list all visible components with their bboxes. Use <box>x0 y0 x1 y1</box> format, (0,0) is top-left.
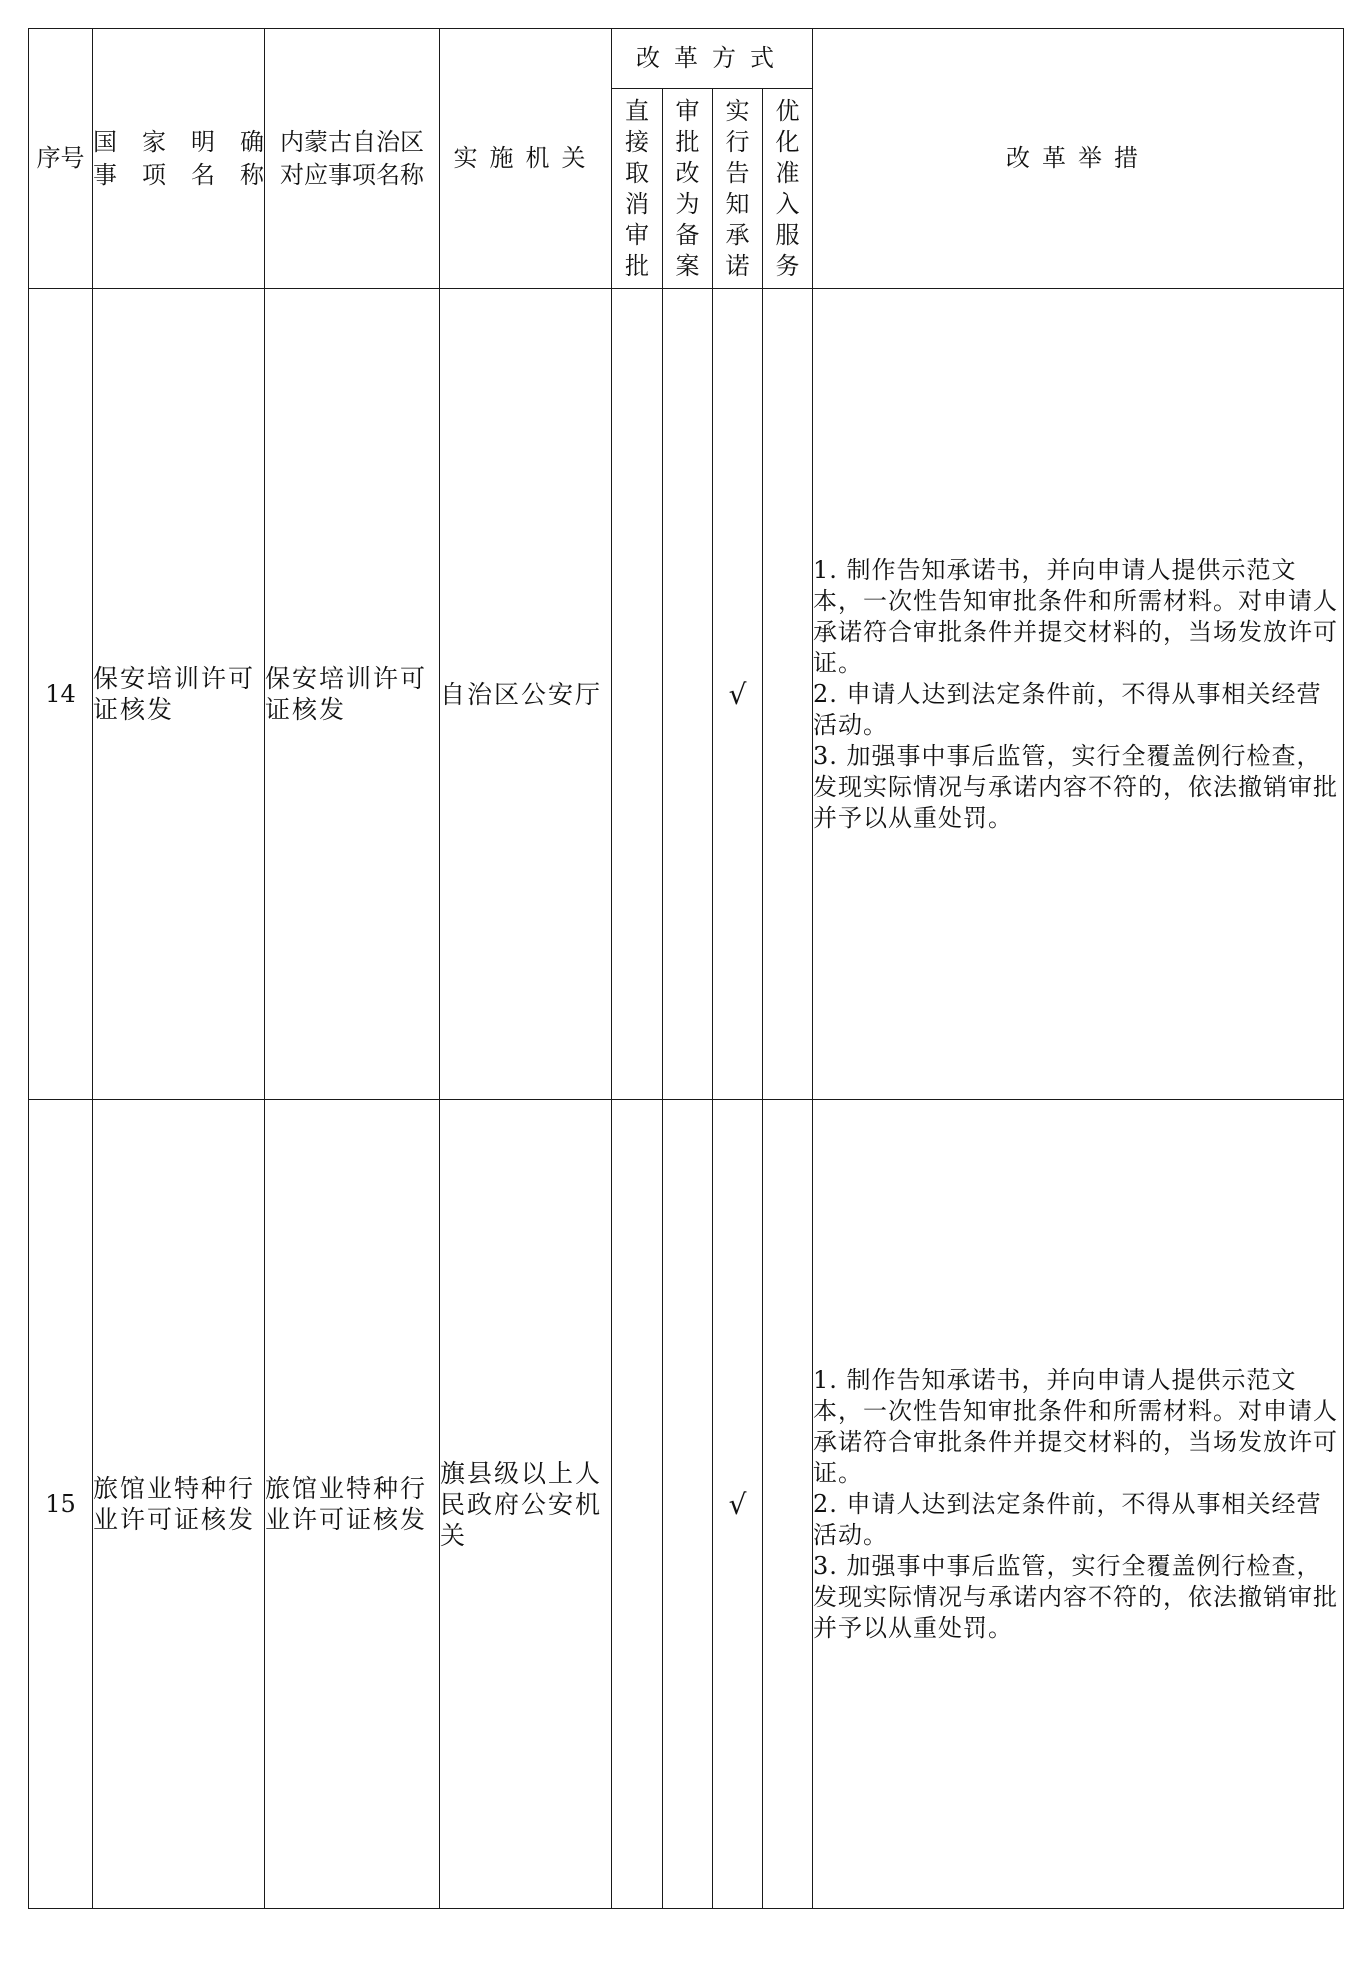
row-national-item: 旅馆业特种行业许可证核发 <box>93 1100 265 1909</box>
row-agency: 自治区公安厅 <box>440 289 612 1100</box>
row-method-record <box>663 1100 713 1909</box>
row-method-cancel <box>612 1100 663 1909</box>
row-method-optimize <box>763 1100 813 1909</box>
header-reform-method: 改革方式 <box>612 29 813 89</box>
header-measures: 改革举措 <box>813 29 1344 289</box>
table-row <box>29 289 1344 1100</box>
row-method-optimize <box>763 289 813 1100</box>
row-region-item: 旅馆业特种行业许可证核发 <box>265 1100 440 1909</box>
header-method-optimize: 优 化 准 入 服 务 <box>763 89 813 289</box>
reform-table <box>28 28 1344 1909</box>
row-method-notify-check: √ <box>713 289 763 1100</box>
row-method-cancel <box>612 289 663 1100</box>
row-method-notify-check: √ <box>713 1100 763 1909</box>
row-national-item: 保安培训许可证核发 <box>93 289 265 1100</box>
row-method-record <box>663 289 713 1100</box>
row-measures: 1. 制作告知承诺书，并向申请人提供示范文本，一次性告知审批条件和所需材料。对申请人承诺符合审批条件并提交材料的，当场发放许可证。 2. 申请人达到法定条件前，不得从事相关经营活动。 3. 加强事中事后监管，实行全覆盖例行检查，发现实际情况与承诺内容不符的，依法撤销审批并予以从重处罚。 <box>813 1100 1344 1909</box>
header-row-top <box>29 29 1344 89</box>
row-agency: 旗县级以上人民政府公安机关 <box>440 1100 612 1909</box>
header-agency: 实施机关 <box>440 29 612 289</box>
row-region-item: 保安培训许可证核发 <box>265 289 440 1100</box>
table-row <box>29 1100 1344 1909</box>
row-seq: 14 <box>29 289 93 1100</box>
header-method-notify: 实 行 告 知 承 诺 <box>713 89 763 289</box>
header-method-record: 审 批 改 为 备 案 <box>663 89 713 289</box>
header-region-item: 内蒙古自治区 对应事项名称 <box>265 29 440 289</box>
header-method-cancel: 直 接 取 消 审 批 <box>612 89 663 289</box>
row-seq: 15 <box>29 1100 93 1909</box>
row-measures: 1. 制作告知承诺书，并向申请人提供示范文本，一次性告知审批条件和所需材料。对申请人承诺符合审批条件并提交材料的，当场发放许可证。 2. 申请人达到法定条件前，不得从事相关经营活动。 3. 加强事中事后监管，实行全覆盖例行检查，发现实际情况与承诺内容不符的，依法撤销审批并予以从重处罚。 <box>813 289 1344 1100</box>
header-national-item: 国 家 明 确 事 项 名 称 <box>93 29 265 289</box>
header-seq: 序号 <box>29 29 93 289</box>
